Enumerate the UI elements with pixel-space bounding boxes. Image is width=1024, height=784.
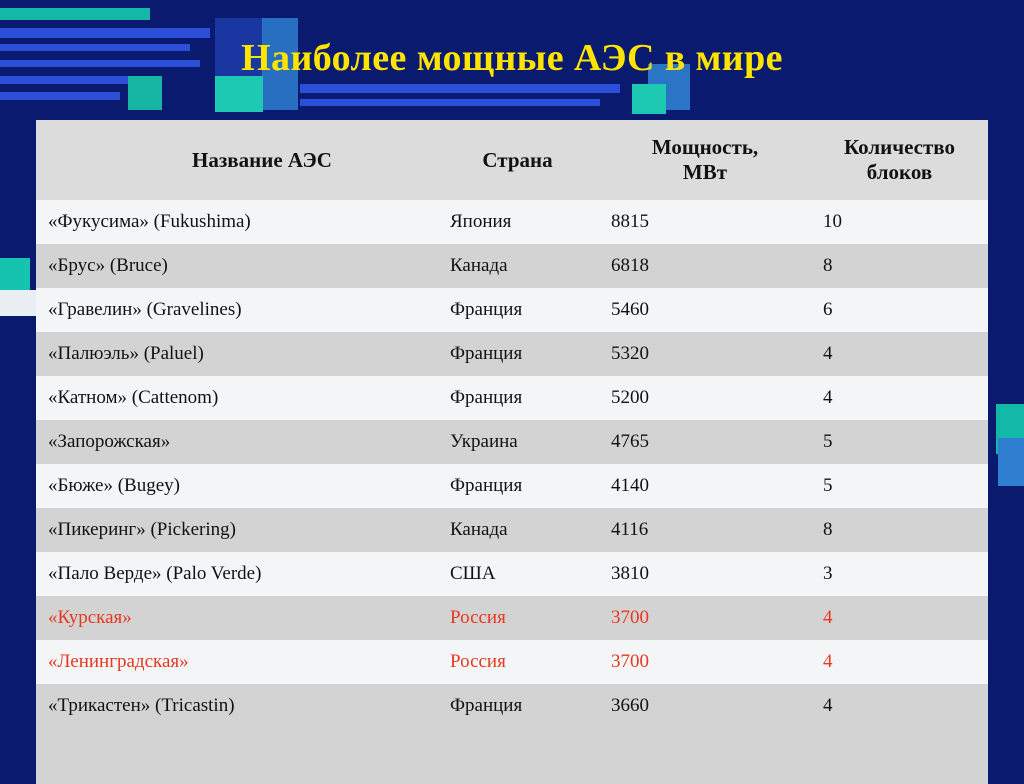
column-header-power-line1: Мощность, [651,135,759,159]
decor-left-white-mid [0,290,36,316]
cell-country: Канада [436,508,599,552]
table-row [36,376,988,420]
table-row [36,200,988,244]
cell-plant-name: «Курская» [36,596,436,640]
table-row [36,552,988,596]
cell-plant-name: «Пикеринг» (Pickering) [36,508,436,552]
decor-bar-mid-2 [300,99,600,106]
cell-plant-name: «Брус» (Bruce) [36,244,436,288]
cell-units: 4 [811,596,988,640]
table-header [36,120,988,200]
column-header-country: Страна [436,120,599,200]
cell-plant-name: «Палюэль» (Paluel) [36,332,436,376]
cell-power: 3700 [599,596,811,640]
decor-bar-mid-1 [300,84,620,93]
column-header-units-line2: блоков [866,160,933,184]
cell-country: Франция [436,376,599,420]
table-body [36,200,988,784]
cell-units: 3 [811,552,988,596]
cell-power: 3810 [599,552,811,596]
cell-plant-name: «Пало Верде» (Palo Verde) [36,552,436,596]
cell-plant-name: «Трикастен» (Tricastin) [36,684,436,728]
cell-power: 4765 [599,420,811,464]
table-row [36,420,988,464]
cell-plant-name: «Катном» (Cattenom) [36,376,436,420]
cell-power: 5460 [599,288,811,332]
cell-plant-name: «Фукусима» (Fukushima) [36,200,436,244]
cell-empty [36,728,436,784]
column-header-power [599,120,811,200]
cell-power: 8815 [599,200,811,244]
cell-power: 6818 [599,244,811,288]
decor-bar-blue-5 [0,92,120,100]
cell-power: 4116 [599,508,811,552]
cell-country: Франция [436,288,599,332]
cell-units: 5 [811,464,988,508]
cell-units: 4 [811,684,988,728]
cell-country: США [436,552,599,596]
table-row [36,464,988,508]
column-header-units [811,120,988,200]
cell-power: 4140 [599,464,811,508]
cell-units: 4 [811,332,988,376]
cell-plant-name: «Гравелин» (Gravelines) [36,288,436,332]
table-row [36,288,988,332]
cell-country: Япония [436,200,599,244]
cell-country: Россия [436,640,599,684]
table-row [36,596,988,640]
decor-square-teal-right [632,84,666,114]
table-header-row [36,120,988,200]
cell-country: Франция [436,464,599,508]
cell-country: Франция [436,684,599,728]
cell-plant-name: «Бюже» (Bugey) [36,464,436,508]
cell-empty [436,728,599,784]
cell-country: Россия [436,596,599,640]
column-header-power-line2: МВт [682,160,728,184]
cell-units: 8 [811,508,988,552]
cell-units: 10 [811,200,988,244]
power-plants-table [36,120,988,784]
decor-square-teal-2 [215,76,263,112]
cell-country: Франция [436,332,599,376]
table-row [36,508,988,552]
cell-power: 5320 [599,332,811,376]
cell-units: 4 [811,640,988,684]
cell-units: 4 [811,376,988,420]
cell-empty [811,728,988,784]
table-row [36,244,988,288]
cell-units: 5 [811,420,988,464]
table-row [36,332,988,376]
cell-power: 3660 [599,684,811,728]
power-plants-table-wrapper [36,120,988,784]
table-row-filler [36,728,988,784]
cell-units: 6 [811,288,988,332]
decor-square-teal-1 [128,76,162,110]
table-row [36,684,988,728]
cell-country: Канада [436,244,599,288]
cell-country: Украина [436,420,599,464]
decor-bar-teal-top [0,8,150,20]
cell-power: 5200 [599,376,811,420]
cell-plant-name: «Запорожская» [36,420,436,464]
table-row [36,640,988,684]
decor-right-blue-mid [998,438,1024,486]
page-title: Наиболее мощные АЭС в мире [241,37,783,79]
column-header-name: Название АЭС [36,120,436,200]
cell-power: 3700 [599,640,811,684]
cell-units: 8 [811,244,988,288]
column-header-units-line1: Количество [843,135,956,159]
cell-empty [599,728,811,784]
cell-plant-name: «Ленинградская» [36,640,436,684]
